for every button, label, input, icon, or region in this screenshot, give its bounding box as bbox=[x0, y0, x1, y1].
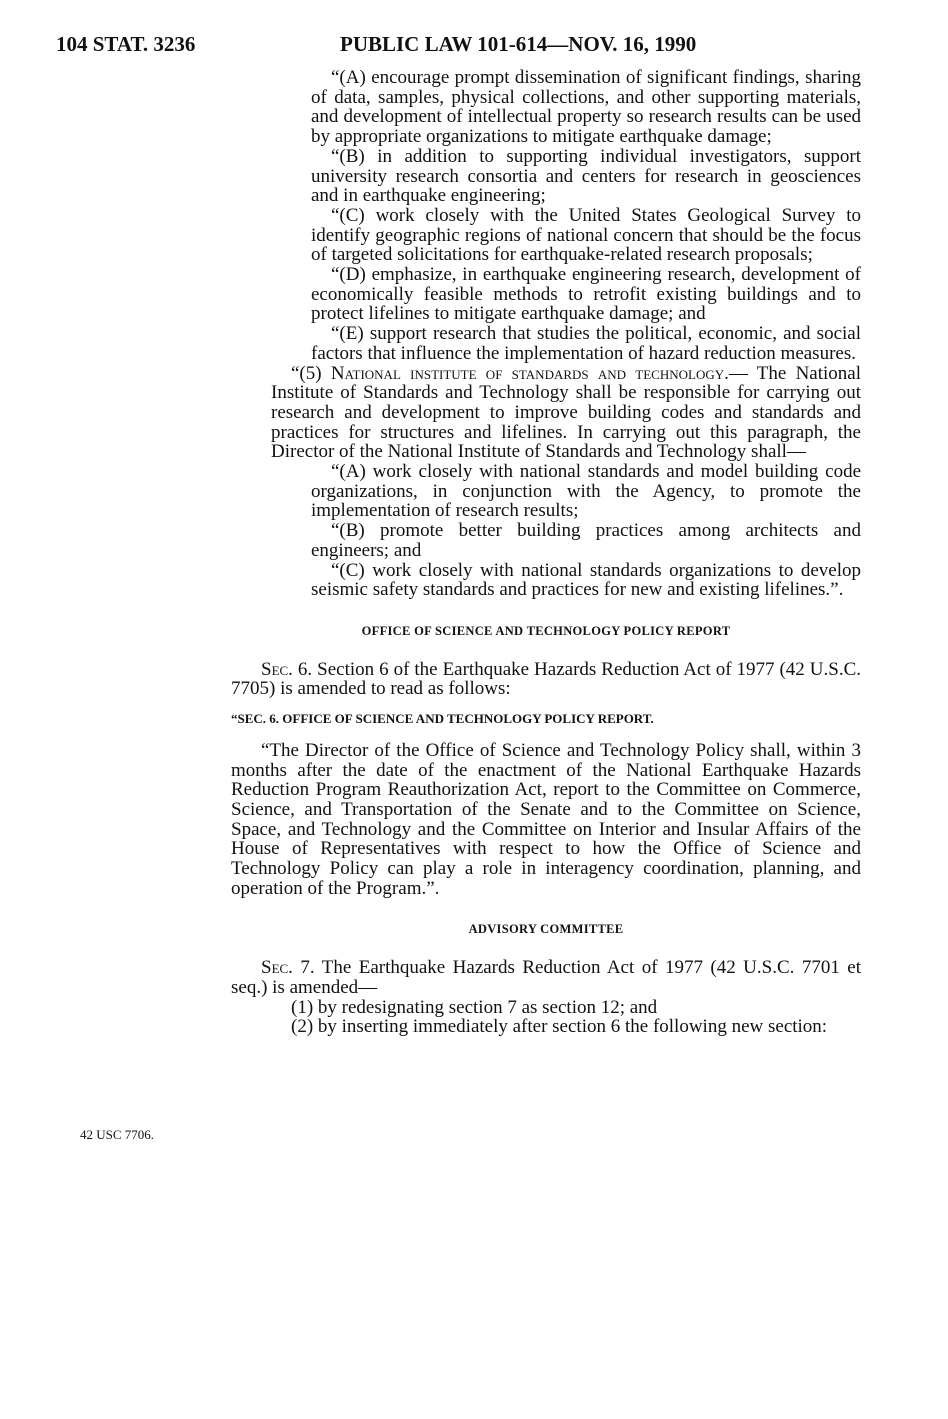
para-4-item-c: “(C) work closely with the United States Geological Survey to identify geographic regions of national concern that should be the focus of targeted solicitations for earthquake-related research proposals; bbox=[311, 204, 861, 266]
page-header bbox=[0, 32, 948, 62]
margin-note-usc: 42 USC 7706. bbox=[80, 1127, 155, 1142]
section-6-new-title: “SEC. 6. OFFICE OF SCIENCE AND TECHNOLOGY POLICY REPORT. bbox=[231, 711, 654, 727]
section-6-intro-text: Section 6 of the Earthquake Hazards Reduction Act of 1977 (42 U.S.C. 7705) is amended to read as follows: bbox=[231, 658, 861, 700]
paragraph-5-heading: National institute of standards and technology.— bbox=[330, 362, 748, 384]
section-6-heading: OFFICE OF SCIENCE AND TECHNOLOGY POLICY REPORT bbox=[361, 623, 731, 638]
para-4-item-b: “(B) in addition to supporting individual investigators, support university research consortia and centers for research in geosciences and in earthquake engineering; bbox=[311, 145, 861, 207]
section-7-intro-text: The Earthquake Hazards Reduction Act of 1977 (42 U.S.C. 7701 et seq.) is amended— bbox=[231, 957, 861, 998]
paragraph-5-number: “(5) bbox=[291, 362, 322, 384]
document-body bbox=[231, 68, 861, 1037]
section-6-new-text: “The Director of the Office of Science and Technology Policy shall, within 3 months after the date of the enactment of the National Earthquake Hazards Reduction Program Reauthorization Act, report to the Committee on Commerce, Science, and Transportation of the Senate and to the Committee on Science, Space, and Technology and the Committee on Interior and Insular Affairs of the House of Representatives with respect to how the Office of Science and Technology Policy can play a role in interagency coordination, planning, and operation of the Program.”. bbox=[231, 739, 861, 899]
para-5-item-a: “(A) work closely with national standards and model building code organizations, in conjunction with the Agency, to promote the implementation of research results; bbox=[311, 461, 861, 522]
statute-citation: 104 STAT. 3236 bbox=[56, 32, 196, 56]
section-7-intro bbox=[231, 958, 861, 997]
para-4-item-d: “(D) emphasize, in earthquake engineering research, development of economically feasible methods to retrofit existing buildings and to protect lifelines to mitigate earthquake damage; and bbox=[311, 264, 861, 325]
section-7-label: Sec. 7. bbox=[261, 957, 315, 979]
para-4-item-a: “(A) encourage prompt dissemination of significant findings, sharing of data, samples, physical collections, and other supporting materials, and development of intellectual property so research results can be used by appropriate organizations to mitigate earthquake damage; bbox=[311, 67, 861, 148]
public-law-citation: PUBLIC LAW 101-614—NOV. 16, 1990 bbox=[340, 32, 697, 56]
section-7-item-2: (2) by inserting immediately after section 6 the following new section: bbox=[291, 1016, 828, 1038]
paragraph-5 bbox=[231, 364, 861, 463]
section-6-label: Sec. 6. bbox=[261, 658, 313, 680]
para-5-item-c: “(C) work closely with national standards organizations to develop seismic safety standards and practices for new and existing lifelines.”. bbox=[311, 559, 861, 601]
section-6-intro bbox=[231, 660, 861, 699]
section-7-heading: ADVISORY COMMITTEE bbox=[468, 922, 624, 937]
section-7-item-1: (1) by redesignating section 7 as section 12; and bbox=[291, 996, 658, 1018]
para-5-item-b: “(B) promote better building practices among architects and engineers; and bbox=[311, 520, 861, 561]
paragraph-5-text: The National Institute of Standards and Technology shall be responsible for carrying out research and development to improve building codes and standards and practices for structures and lifelines. In carrying out this paragraph, the Director of the National Institute of Standards and Technology shall— bbox=[271, 362, 861, 463]
para-4-item-e: “(E) support research that studies the political, economic, and social factors that influence the implementation of hazard reduction measures. bbox=[311, 323, 861, 364]
